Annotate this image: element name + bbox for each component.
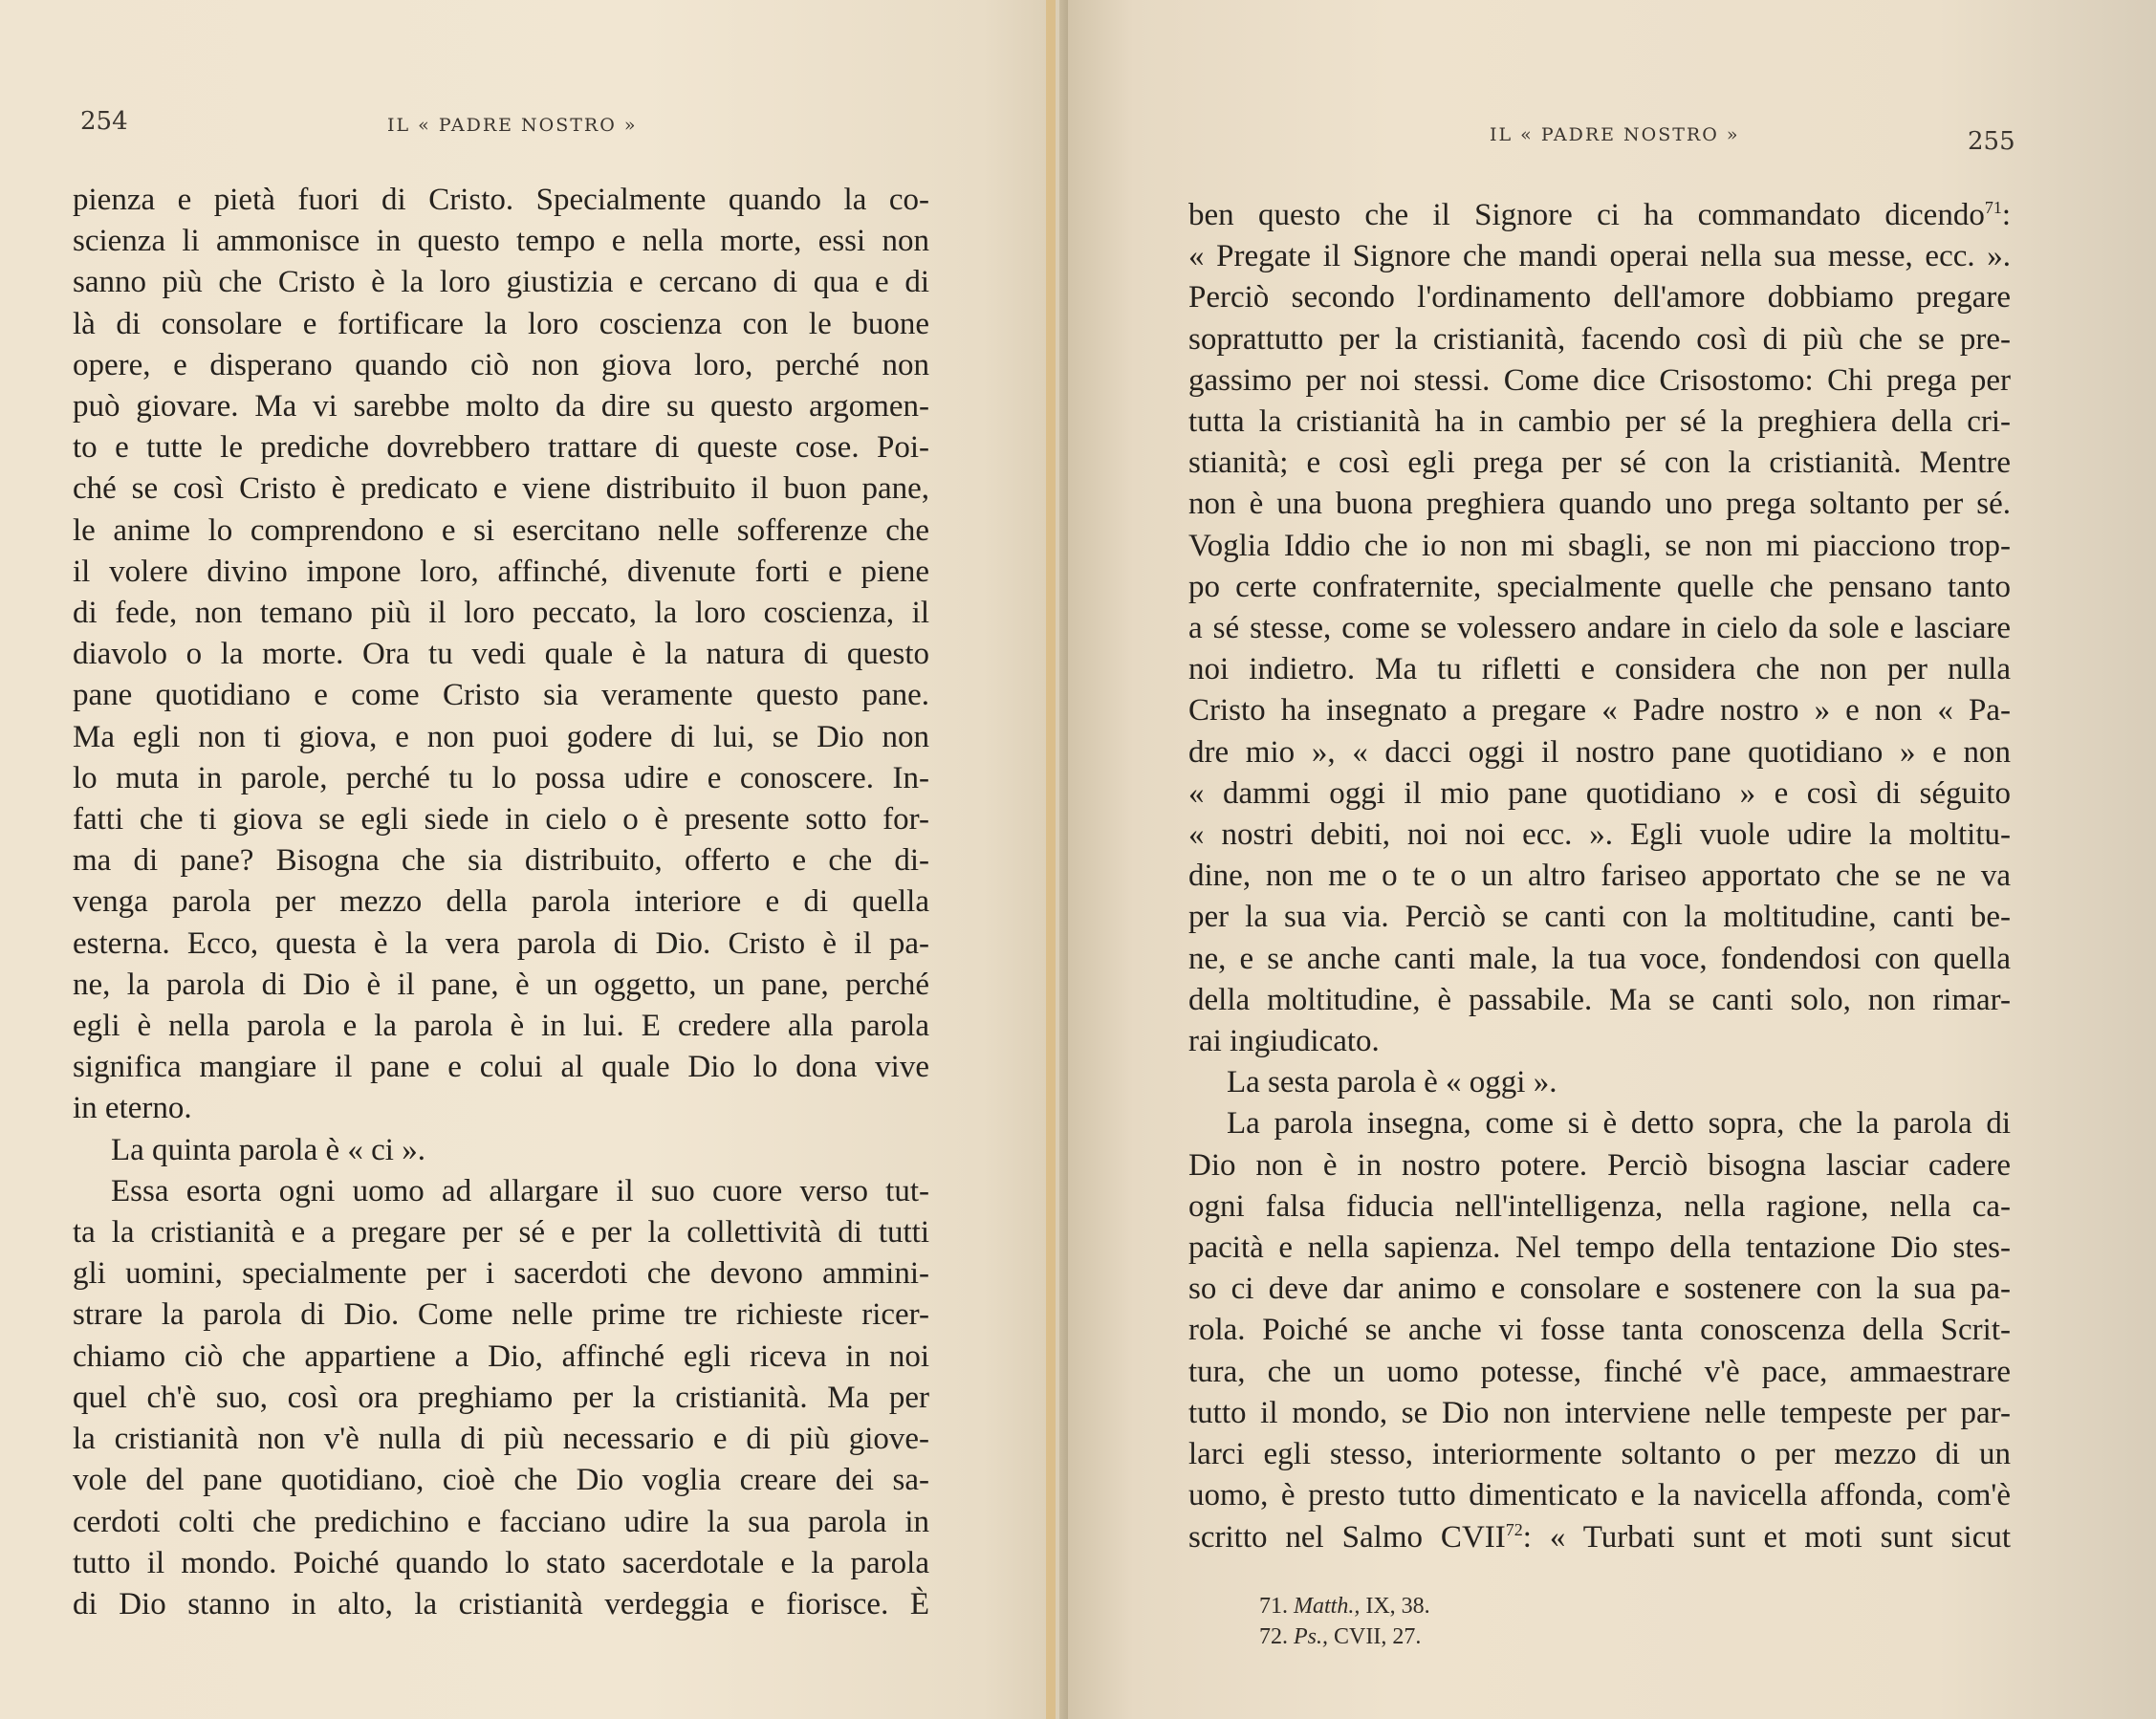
text-line: Ma egli non ti giova, e non puoi godere di lui, se Dio non xyxy=(73,719,929,754)
left-page xyxy=(0,0,1068,1719)
text-line: egli è nella parola e la parola è in lui. E credere alla parola xyxy=(73,1009,929,1044)
text-line: Essa esorta ogni uomo ad allargare il suo cuore verso tut- xyxy=(111,1173,929,1208)
section-heading-line: La sesta parola è « oggi ». xyxy=(1227,1065,1557,1100)
text-line: tutto il mondo. Poiché quando lo stato sacerdotale e la parola xyxy=(73,1545,929,1580)
text-line: esterna. Ecco, questa è la vera parola di Dio. Cristo è il pa- xyxy=(73,925,929,961)
text-line: ogni falsa fiducia nell'intelligenza, nella ragione, nella ca- xyxy=(1188,1188,2011,1224)
text-line: cerdoti colti che predichino e facciano udire la sua parola in xyxy=(73,1504,929,1539)
text-line: Cristo ha insegnato a pregare « Padre nostro » e non « Pa- xyxy=(1188,693,2011,729)
text-line: lo muta in parole, perché tu lo possa udire e conoscere. In- xyxy=(73,760,929,795)
text-line: La parola insegna, come si è detto sopra, che la parola di xyxy=(1227,1106,2011,1142)
text-line: « Pregate il Signore che mandi operai nella sua messe, ecc. ». xyxy=(1188,239,2011,274)
text-line: soprattutto per la cristianità, facendo così di più che se pre- xyxy=(1188,321,2011,357)
text-line: Dio non è in nostro potere. Perciò bisogna lasciar cadere xyxy=(1188,1147,2011,1183)
text-line: diavolo o la morte. Ora tu vedi quale è la natura di questo xyxy=(73,637,929,672)
footnote-reference: CVII, 27. xyxy=(1334,1624,1422,1649)
footnote-number: 72. xyxy=(1259,1624,1288,1649)
text-line: chiamo ciò che appartiene a Dio, affinché egli riceva in noi xyxy=(73,1338,929,1374)
text-line: sanno più che Cristo è la loro giustizia e cercano di qua e di xyxy=(73,265,929,300)
text-line: venga parola per mezzo della parola interiore e di quella xyxy=(73,884,929,920)
text-line: il volere divino impone loro, affinché, divenute forti e piene xyxy=(73,554,929,589)
footnote-number: 71. xyxy=(1259,1594,1288,1619)
text-line: gli uomini, specialmente per i sacerdoti che devono ammini- xyxy=(73,1256,929,1292)
text-line: per la sua via. Perciò se canti con la moltitudine, canti be- xyxy=(1188,900,2011,935)
page-edge xyxy=(1046,0,1056,1719)
text-line: Perciò secondo l'ordinamento dell'amore dobbiamo pregare xyxy=(1188,280,2011,316)
text-line: pane quotidiano e come Cristo sia veramente questo pane. xyxy=(73,678,929,713)
text-line: so ci deve dar animo e consolare e sostenere con la sua pa- xyxy=(1188,1272,2011,1307)
text-line: noi indietro. Ma tu rifletti e considera che non per nulla xyxy=(1188,652,2011,687)
text-line: rola. Poiché se anche vi fosse tanta conoscenza della Scrit- xyxy=(1188,1313,2011,1348)
text-line: tutto il mondo, se Dio non interviene nelle tempeste per par- xyxy=(1188,1395,2011,1430)
footnote-ref-71: 71 xyxy=(1984,198,2002,217)
text-line: di fede, non temano più il loro peccato, la loro coscienza, il xyxy=(73,596,929,631)
page-number-right: 255 xyxy=(1968,127,2015,156)
running-head-left: IL « PADRE NOSTRO » xyxy=(387,115,638,136)
text-line: può giovare. Ma vi sarebbe molto da dire su questo argomen- xyxy=(73,389,929,424)
text-line: ne, e se anche canti male, la tua voce, fondendosi con quella xyxy=(1188,941,2011,976)
footnote-source: Ps., xyxy=(1294,1624,1328,1649)
text-line: tutta la cristianità ha in cambio per sé la preghiera della cri- xyxy=(1188,404,2011,440)
text-line: gassimo per noi stessi. Come dice Crisostomo: Chi prega per xyxy=(1188,362,2011,398)
text-line: la cristianità non v'è nulla di più necessario e di più giove- xyxy=(73,1422,929,1457)
text-line: ben questo che il Signore ci ha commandato dicendo$^{71}$: xyxy=(1188,198,2011,232)
text-line: to e tutte le prediche dovrebbero trattare di queste cose. Poi- xyxy=(73,430,929,466)
text-line: in eterno. xyxy=(73,1091,192,1126)
text-line: le anime lo comprendono e si esercitano nelle sofferenze che xyxy=(73,512,929,548)
text-line: significa mangiare il pane e colui al quale Dio lo dona vive xyxy=(73,1050,929,1085)
text-line: rai ingiudicato. xyxy=(1188,1024,1380,1059)
footnote-71 xyxy=(1259,1591,1430,1621)
text-line: della moltitudine, è passabile. Ma se canti solo, non rimar- xyxy=(1188,982,2011,1017)
text-line: uomo, è presto tutto dimenticato e la navicella affonda, com'è xyxy=(1188,1478,2011,1513)
text-line: « nostri debiti, noi noi ecc. ». Egli vuole udire la moltitu- xyxy=(1188,817,2011,853)
text-line: a sé stesse, come se volessero andare in cielo da sole e lasciare xyxy=(1188,611,2011,646)
running-head-right: IL « PADRE NOSTRO » xyxy=(1490,124,1740,145)
text-line: stianità; e così egli prega per sé con la cristianità. Mentre xyxy=(1188,446,2011,481)
section-heading-line: La quinta parola è « ci ». xyxy=(111,1132,425,1167)
text-line: pacità e nella sapienza. Nel tempo della tentazione Dio stes- xyxy=(1188,1230,2011,1266)
text-line: opere, e disperano quando ciò non giova loro, perché non xyxy=(73,347,929,382)
text-line: là di consolare e fortificare la loro coscienza con le buone xyxy=(73,306,929,341)
text-line: scritto nel Salmo CVII$^{72}$: « Turbati sunt et moti sunt sicut xyxy=(1188,1519,2012,1555)
right-body-text xyxy=(1188,195,2011,1558)
text-line: fatti che ti giova se egli siede in cielo o è presente sotto for- xyxy=(73,802,929,838)
footnote-source: Matth., xyxy=(1294,1594,1361,1619)
text-line: ché se così Cristo è predicato e viene distribuito il buon pane, xyxy=(73,471,929,507)
text-line: « dammi oggi il mio pane quotidiano » e così di séguito xyxy=(1188,775,2011,811)
text-line: tura, che un uomo potesse, finché v'è pace, ammaestrare xyxy=(1188,1354,2011,1389)
page-number-left: 254 xyxy=(80,107,128,136)
text-line: quel ch'è suo, così ora preghiamo per la cristianità. Ma per xyxy=(73,1380,929,1415)
text-line: ma di pane? Bisogna che sia distribuito, offerto e che di- xyxy=(73,843,929,879)
right-page xyxy=(1068,0,2156,1719)
text-line: strare la parola di Dio. Come nelle prime tre richieste ricer- xyxy=(73,1297,929,1333)
text-line: non è una buona preghiera quando uno prega soltanto per sé. xyxy=(1188,487,2011,522)
text-line: po certe confraternite, specialmente quelle che pensano tanto xyxy=(1188,569,2011,604)
text-line: ne, la parola di Dio è il pane, è un oggetto, un pane, perché xyxy=(73,967,929,1002)
text-line: vole del pane quotidiano, cioè che Dio voglia creare dei sa- xyxy=(73,1463,929,1498)
footnotes xyxy=(1259,1591,1430,1652)
text-line: pienza e pietà fuori di Cristo. Specialmente quando la co- xyxy=(73,183,929,217)
text-line: ta la cristianità e a pregare per sé e per la collettività di tutti xyxy=(73,1215,929,1251)
text-line: larci egli stesso, interiormente soltanto o per mezzo di un xyxy=(1188,1437,2011,1472)
footnote-reference: IX, 38. xyxy=(1365,1594,1430,1619)
left-body-text xyxy=(73,180,929,1625)
text-line: scienza li ammonisce in questo tempo e nella morte, essi non xyxy=(73,224,929,259)
footnote-ref-72: 72 xyxy=(1505,1519,1523,1539)
text-line: di Dio stanno in alto, la cristianità verdeggia e fiorisce. È xyxy=(73,1586,929,1621)
text-line: Voglia Iddio che io non mi sbagli, se non mi piacciono trop- xyxy=(1188,528,2011,563)
text-line: dine, non me o te o un altro fariseo apportato che se ne va xyxy=(1188,859,2011,894)
footnote-72 xyxy=(1259,1621,1430,1652)
text-line: dre mio », « dacci oggi il nostro pane quotidiano » e non xyxy=(1188,734,2011,770)
